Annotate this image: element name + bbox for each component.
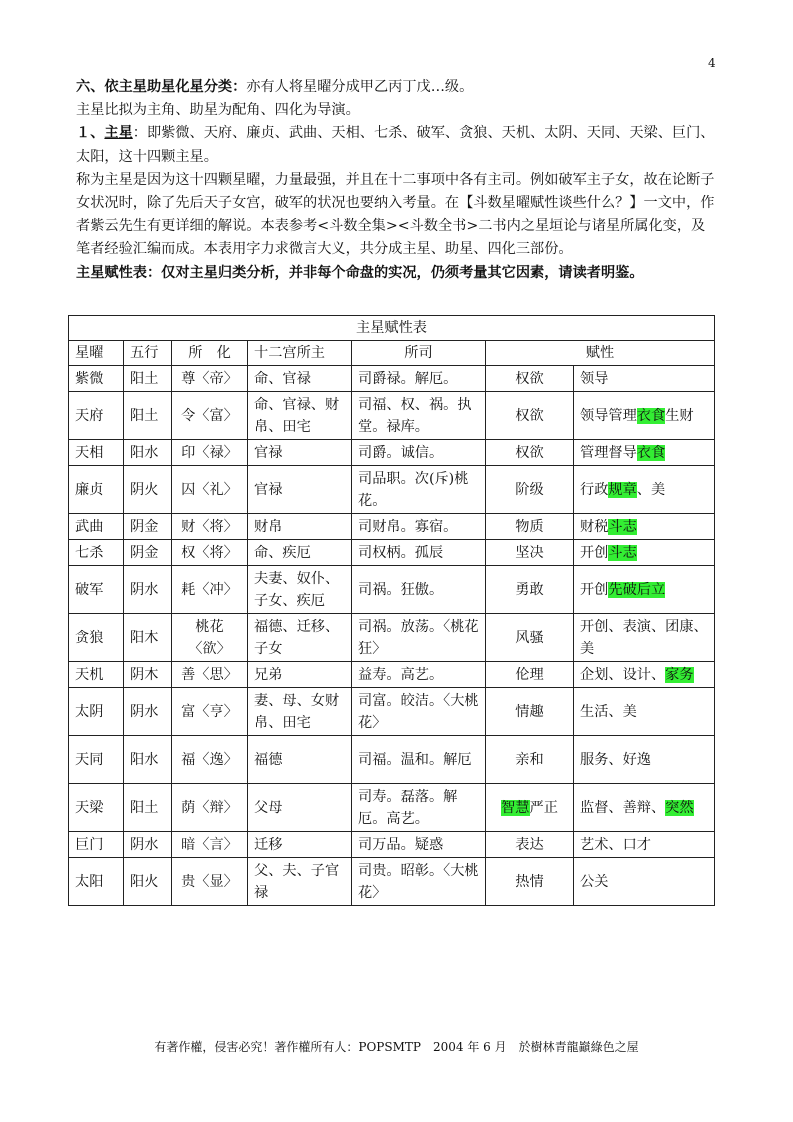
section-heading-rest: 亦有人将星曜分成甲乙丙丁戊…级。 xyxy=(246,79,474,95)
fuxing-highlight: 先破后立 xyxy=(608,581,666,598)
table-row xyxy=(69,662,715,688)
cell-fuxing xyxy=(574,566,715,614)
cell-key xyxy=(486,784,574,832)
cell-si: 司权柄。孤辰 xyxy=(352,540,486,566)
table-row xyxy=(69,514,715,540)
fuxing-text: 开创 xyxy=(580,544,609,561)
cell-gong: 父、夫、子官禄 xyxy=(248,858,352,906)
cell-fuxing xyxy=(574,466,715,514)
fuxing-text: 监督、善辩、 xyxy=(580,799,666,816)
table-header-row xyxy=(69,341,715,366)
cell-gong: 财帛 xyxy=(248,514,352,540)
fuxing-highlight: 衣食 xyxy=(636,444,666,461)
cell-hua: 财〈将〉 xyxy=(172,514,248,540)
cell-wuxing: 阳火 xyxy=(124,858,172,906)
cell-hua: 尊〈帝〉 xyxy=(172,366,248,392)
fuxing-text: 开创 xyxy=(580,581,609,598)
cell-gong: 夫妻、奴仆、子女、疾厄 xyxy=(248,566,352,614)
cell-fuxing xyxy=(574,662,715,688)
cell-star: 天相 xyxy=(69,440,124,466)
cell-si: 益寿。高艺。 xyxy=(352,662,486,688)
cell-wuxing: 阴水 xyxy=(124,832,172,858)
cell-fuxing xyxy=(574,366,715,392)
fuxing-text: 财税 xyxy=(580,518,609,535)
header-wuxing: 五行 xyxy=(124,341,172,366)
key-text: 权欲 xyxy=(515,407,544,424)
cell-key xyxy=(486,614,574,662)
cell-si: 司福。温和。解厄 xyxy=(352,736,486,784)
cell-hua: 印〈禄〉 xyxy=(172,440,248,466)
header-star: 星曜 xyxy=(69,341,124,366)
cell-gong: 官禄 xyxy=(248,466,352,514)
cell-hua: 暗〈言〉 xyxy=(172,832,248,858)
header-si: 所司 xyxy=(352,341,486,366)
cell-gong: 福德、迁移、子女 xyxy=(248,614,352,662)
cell-fuxing xyxy=(574,688,715,736)
key-text: 严正 xyxy=(529,799,558,816)
cell-key xyxy=(486,858,574,906)
table-row xyxy=(69,784,715,832)
cell-gong: 命、疾厄 xyxy=(248,540,352,566)
cell-wuxing: 阴木 xyxy=(124,662,172,688)
cell-gong: 迁移 xyxy=(248,832,352,858)
cell-star: 武曲 xyxy=(69,514,124,540)
paragraph: 称为主星是因为这十四颗星曜，力量最强，并且在十二事项中各有主司。例如破军主子女，故在论断子女状况时，除了先后天子女宫，破军的状况也要纳入考量。在【斗数星曜赋性谈些什么？】一文中，作者紫云先生有更详细的解说。本表参考<斗数全集><斗数全书>二书内之星垣论与诸星所属化变，及笔者经验汇编而成。本表用字力求微言大义，共分成主星、助星、四化三部份。 xyxy=(76,171,715,258)
cell-fuxing xyxy=(574,614,715,662)
cell-gong: 命、官禄、财帛、田宅 xyxy=(248,392,352,440)
cell-wuxing: 阳水 xyxy=(124,736,172,784)
cell-si: 司爵。诚信。 xyxy=(352,440,486,466)
cell-wuxing: 阳土 xyxy=(124,784,172,832)
cell-si: 司福、权、祸。执堂。禄库。 xyxy=(352,392,486,440)
cell-si: 司富。皎洁。〈大桃花〉 xyxy=(352,688,486,736)
cell-gong: 兄弟 xyxy=(248,662,352,688)
cell-key xyxy=(486,540,574,566)
fuxing-highlight: 突然 xyxy=(665,799,694,816)
cell-star: 天梁 xyxy=(69,784,124,832)
cell-star: 太阴 xyxy=(69,688,124,736)
cell-star: 紫微 xyxy=(69,366,124,392)
cell-hua: 权〈将〉 xyxy=(172,540,248,566)
item-text: ：即紫微、天府、廉贞、武曲、天相、七杀、破军、贪狼、天机、太阴、天同、天梁、巨门、太阳，这十四颗主星。 xyxy=(76,125,715,165)
table-row xyxy=(69,688,715,736)
fuxing-highlight: 家务 xyxy=(665,666,694,683)
fuxing-text: 管理督导 xyxy=(580,444,637,461)
key-text: 勇敢 xyxy=(515,581,544,598)
cell-key xyxy=(486,466,574,514)
fuxing-text: 开创、表演、团康、美 xyxy=(580,618,708,657)
cell-si: 司爵禄。解厄。 xyxy=(352,366,486,392)
fuxing-text: 公关 xyxy=(580,873,609,890)
fuxing-text-after: 、美 xyxy=(636,481,666,498)
cell-key xyxy=(486,392,574,440)
cell-key xyxy=(486,514,574,540)
cell-fuxing xyxy=(574,392,715,440)
table-row xyxy=(69,392,715,440)
cell-wuxing: 阳土 xyxy=(124,366,172,392)
cell-key xyxy=(486,440,574,466)
section-heading-line xyxy=(76,76,716,99)
intro-text xyxy=(76,76,716,285)
cell-key xyxy=(486,688,574,736)
cell-star: 贪狼 xyxy=(69,614,124,662)
cell-star: 天同 xyxy=(69,736,124,784)
key-text: 物质 xyxy=(515,518,544,535)
table-row xyxy=(69,832,715,858)
cell-star: 天机 xyxy=(69,662,124,688)
key-text: 权欲 xyxy=(515,370,544,387)
table-body xyxy=(69,316,715,906)
page-number: 4 xyxy=(708,56,716,70)
cell-si: 司寿。磊落。解厄。高艺。 xyxy=(352,784,486,832)
cell-star: 天府 xyxy=(69,392,124,440)
cell-wuxing: 阳木 xyxy=(124,614,172,662)
table-row xyxy=(69,466,715,514)
fuxing-text: 领导 xyxy=(580,370,609,387)
cell-hua: 囚〈礼〉 xyxy=(172,466,248,514)
cell-si: 司祸。狂傲。 xyxy=(352,566,486,614)
cell-key xyxy=(486,566,574,614)
cell-hua: 善〈思〉 xyxy=(172,662,248,688)
cell-key xyxy=(486,366,574,392)
cell-wuxing: 阴水 xyxy=(124,688,172,736)
header-fuxing: 赋性 xyxy=(486,341,715,366)
cell-fuxing xyxy=(574,832,715,858)
cell-wuxing: 阴金 xyxy=(124,540,172,566)
cell-wuxing: 阴火 xyxy=(124,466,172,514)
cell-gong: 官禄 xyxy=(248,440,352,466)
item-label: 主星 xyxy=(104,125,133,142)
cell-key xyxy=(486,832,574,858)
cell-si: 司贵。昭彰。〈大桃花〉 xyxy=(352,858,486,906)
cell-hua: 桃花〈欲〉 xyxy=(172,614,248,662)
item-main-stars xyxy=(76,122,716,168)
header-hua: 所 化 xyxy=(172,341,248,366)
fuxing-text: 行政 xyxy=(580,481,609,498)
table-row xyxy=(69,736,715,784)
fuxing-text: 企划、设计、 xyxy=(580,666,666,683)
cell-hua: 耗〈冲〉 xyxy=(172,566,248,614)
cell-hua: 令〈富〉 xyxy=(172,392,248,440)
cell-gong: 父母 xyxy=(248,784,352,832)
footer-copyright: 有著作權，侵害必究！著作權所有人：POPSMTP 2004 年 6 月 於樹林青龍巓綠色之屋 xyxy=(154,1040,639,1054)
header-gong: 十二宫所主 xyxy=(248,341,352,366)
table-row xyxy=(69,366,715,392)
table-row xyxy=(69,440,715,466)
fuxing-highlight: 衣食 xyxy=(636,407,666,424)
cell-fuxing xyxy=(574,784,715,832)
cell-gong: 命、官禄 xyxy=(248,366,352,392)
cell-star: 七杀 xyxy=(69,540,124,566)
main-star-attributes-table xyxy=(68,315,715,906)
section-heading: 六、依主星助星化星分类： xyxy=(76,79,247,95)
cell-si: 司品职。次(斥)桃花。 xyxy=(352,466,486,514)
cell-wuxing: 阳水 xyxy=(124,440,172,466)
cell-fuxing xyxy=(574,514,715,540)
cell-star: 巨门 xyxy=(69,832,124,858)
cell-star: 破军 xyxy=(69,566,124,614)
table-note: 主星赋性表：仅对主星归类分析，并非每个命盘的实况，仍须考量其它因素，请读者明鉴。 xyxy=(76,264,644,281)
key-text: 风骚 xyxy=(515,629,544,646)
cell-si: 司万品。疑惑 xyxy=(352,832,486,858)
table-row xyxy=(69,614,715,662)
cell-wuxing: 阴水 xyxy=(124,566,172,614)
cell-si: 司祸。放荡。〈桃花狂〉 xyxy=(352,614,486,662)
fuxing-text: 艺术、口才 xyxy=(580,836,651,853)
item-number: １、 xyxy=(76,125,105,142)
cell-wuxing: 阴金 xyxy=(124,514,172,540)
cell-fuxing xyxy=(574,736,715,784)
fuxing-text-after: 生财 xyxy=(665,407,694,424)
key-text: 阶级 xyxy=(515,481,544,498)
cell-hua: 贵〈显〉 xyxy=(172,858,248,906)
key-text: 亲和 xyxy=(515,751,544,768)
key-text: 权欲 xyxy=(515,444,544,461)
fuxing-highlight: 规章 xyxy=(608,481,637,498)
table-title: 主星赋性表 xyxy=(69,316,715,341)
fuxing-text: 服务、好逸 xyxy=(580,751,651,768)
cell-fuxing xyxy=(574,858,715,906)
fuxing-highlight: 斗志 xyxy=(608,544,637,561)
cell-gong: 福德 xyxy=(248,736,352,784)
key-text: 伦理 xyxy=(515,666,544,683)
cell-wuxing: 阳土 xyxy=(124,392,172,440)
cell-fuxing xyxy=(574,540,715,566)
table-title-row xyxy=(69,316,715,341)
key-text: 热情 xyxy=(515,873,544,890)
section-line2: 主星比拟为主角、助星为配角、四化为导演。 xyxy=(76,102,360,119)
cell-key xyxy=(486,736,574,784)
cell-fuxing xyxy=(574,440,715,466)
cell-star: 廉贞 xyxy=(69,466,124,514)
cell-si: 司财帛。寡宿。 xyxy=(352,514,486,540)
key-text: 坚决 xyxy=(515,544,544,561)
key-text: 表达 xyxy=(515,836,544,853)
key-highlight: 智慧 xyxy=(501,799,530,816)
cell-gong: 妻、母、女财帛、田宅 xyxy=(248,688,352,736)
cell-hua: 福〈逸〉 xyxy=(172,736,248,784)
fuxing-highlight: 斗志 xyxy=(608,518,637,535)
table-row xyxy=(69,540,715,566)
cell-key xyxy=(486,662,574,688)
fuxing-text: 生活、美 xyxy=(580,703,637,720)
cell-star: 太阳 xyxy=(69,858,124,906)
table-row xyxy=(69,858,715,906)
table-row xyxy=(69,566,715,614)
fuxing-text: 领导管理 xyxy=(580,407,637,424)
cell-hua: 富〈亨〉 xyxy=(172,688,248,736)
cell-hua: 荫〈辩〉 xyxy=(172,784,248,832)
key-text: 情趣 xyxy=(515,703,544,720)
